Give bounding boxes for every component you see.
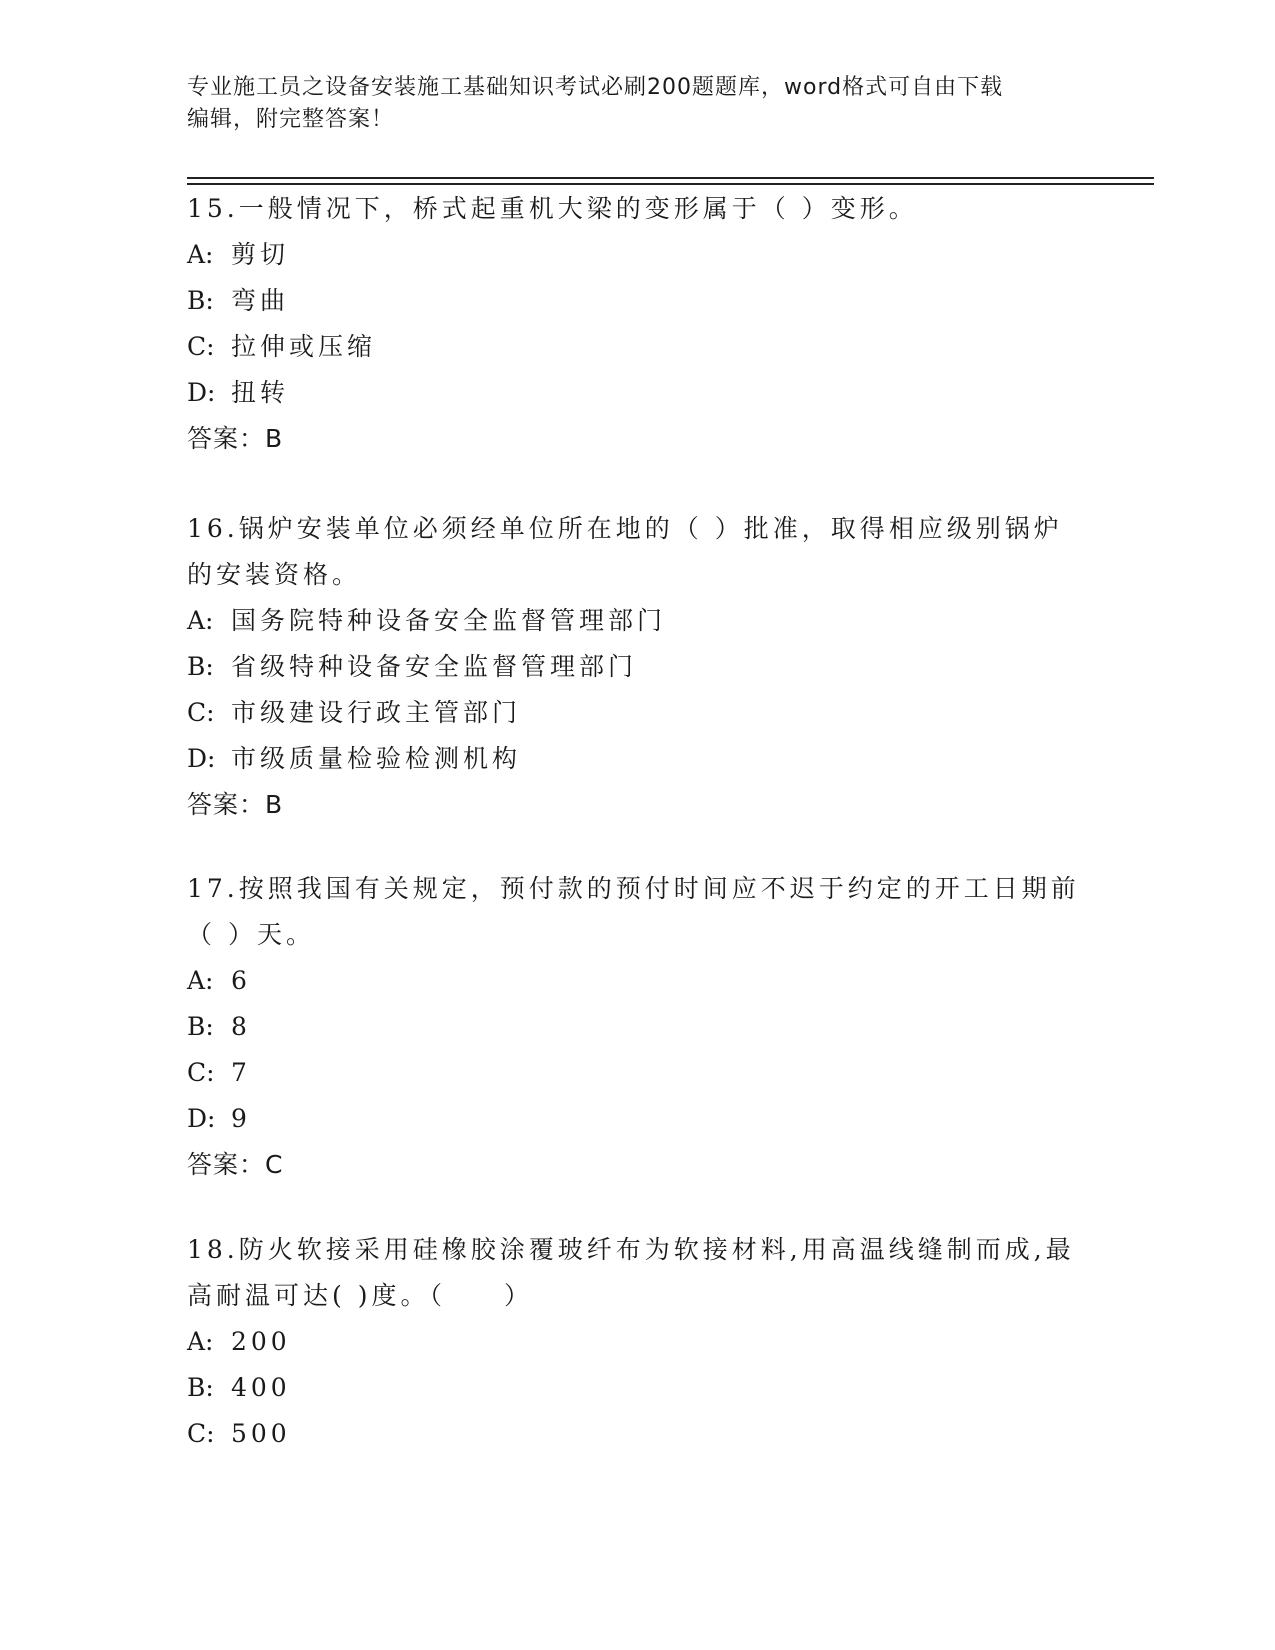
option-letter: C: [187, 332, 215, 361]
stem-line-1: 17.按照我国有关规定，预付款的预付时间应不迟于约定的开工日期前 [187, 874, 1080, 903]
option-text: 国务院特种设备安全监督管理部门 [231, 606, 667, 635]
question-18 [187, 1227, 1087, 1457]
option-letter: C: [187, 1058, 215, 1087]
option-a [187, 958, 1087, 1004]
header-divider-top [187, 177, 1154, 179]
question-stem [187, 1227, 1087, 1319]
question-16 [187, 506, 1087, 828]
option-c [187, 690, 1087, 736]
question-stem [187, 506, 1087, 598]
header-divider-bottom [187, 183, 1154, 185]
option-text: 7 [231, 1058, 251, 1087]
option-letter: B: [187, 1012, 214, 1041]
question-15 [187, 186, 1087, 462]
option-text: 400 [231, 1373, 291, 1402]
option-a [187, 1319, 1087, 1365]
question-17 [187, 866, 1087, 1188]
option-letter: D: [187, 1104, 216, 1133]
stem-line-2: 的安装资格。 [187, 560, 362, 589]
option-text: 省级特种设备安全监督管理部门 [231, 652, 638, 681]
option-letter: C: [187, 1419, 215, 1448]
document-intro [187, 72, 1087, 136]
answer-line: 答案：C [187, 1150, 284, 1179]
option-d [187, 370, 1087, 416]
question-stem: 15.一般情况下，桥式起重机大梁的变形属于（ ）变形。 [187, 194, 918, 223]
option-b [187, 644, 1087, 690]
option-letter: B: [187, 1373, 214, 1402]
stem-line-2: （ ）天。 [187, 920, 315, 949]
option-text: 200 [231, 1327, 291, 1356]
option-letter: A: [187, 606, 214, 635]
option-text: 市级质量检验检测机构 [231, 744, 522, 773]
question-stem [187, 866, 1087, 958]
option-a [187, 232, 1087, 278]
option-text: 6 [231, 966, 251, 995]
option-text: 9 [231, 1104, 251, 1133]
intro-line-2: 编辑，附完整答案！ [187, 107, 395, 132]
option-b [187, 1004, 1087, 1050]
option-text: 拉伸或压缩 [231, 332, 377, 361]
option-d [187, 1096, 1087, 1142]
option-letter: B: [187, 652, 214, 681]
option-letter: A: [187, 966, 214, 995]
option-c [187, 1411, 1087, 1457]
stem-line-1: 18.防火软接采用硅橡胶涂覆玻纤布为软接材料,用高温线缝制而成,最 [187, 1235, 1075, 1264]
option-letter: C: [187, 698, 215, 727]
stem-line-2: 高耐温可达( )度。（ ） [187, 1281, 533, 1310]
option-text: 剪切 [231, 240, 290, 269]
option-text: 扭转 [231, 378, 290, 407]
intro-line-1: 专业施工员之设备安装施工基础知识考试必刷200题题库，word格式可自由下载 [187, 75, 1004, 100]
option-d [187, 736, 1087, 782]
option-a [187, 598, 1087, 644]
option-letter: D: [187, 378, 216, 407]
option-b [187, 278, 1087, 324]
answer-line: 答案：B [187, 790, 284, 819]
option-c [187, 324, 1087, 370]
answer-line: 答案：B [187, 424, 284, 453]
option-letter: A: [187, 240, 214, 269]
option-text: 8 [231, 1012, 251, 1041]
option-letter: A: [187, 1327, 214, 1356]
option-text: 市级建设行政主管部门 [231, 698, 522, 727]
option-text: 500 [231, 1419, 291, 1448]
option-c [187, 1050, 1087, 1096]
option-letter: D: [187, 744, 216, 773]
option-text: 弯曲 [231, 286, 290, 315]
option-b [187, 1365, 1087, 1411]
stem-line-1: 16.锅炉安装单位必须经单位所在地的（ ）批准，取得相应级别锅炉 [187, 514, 1063, 543]
option-letter: B: [187, 286, 214, 315]
